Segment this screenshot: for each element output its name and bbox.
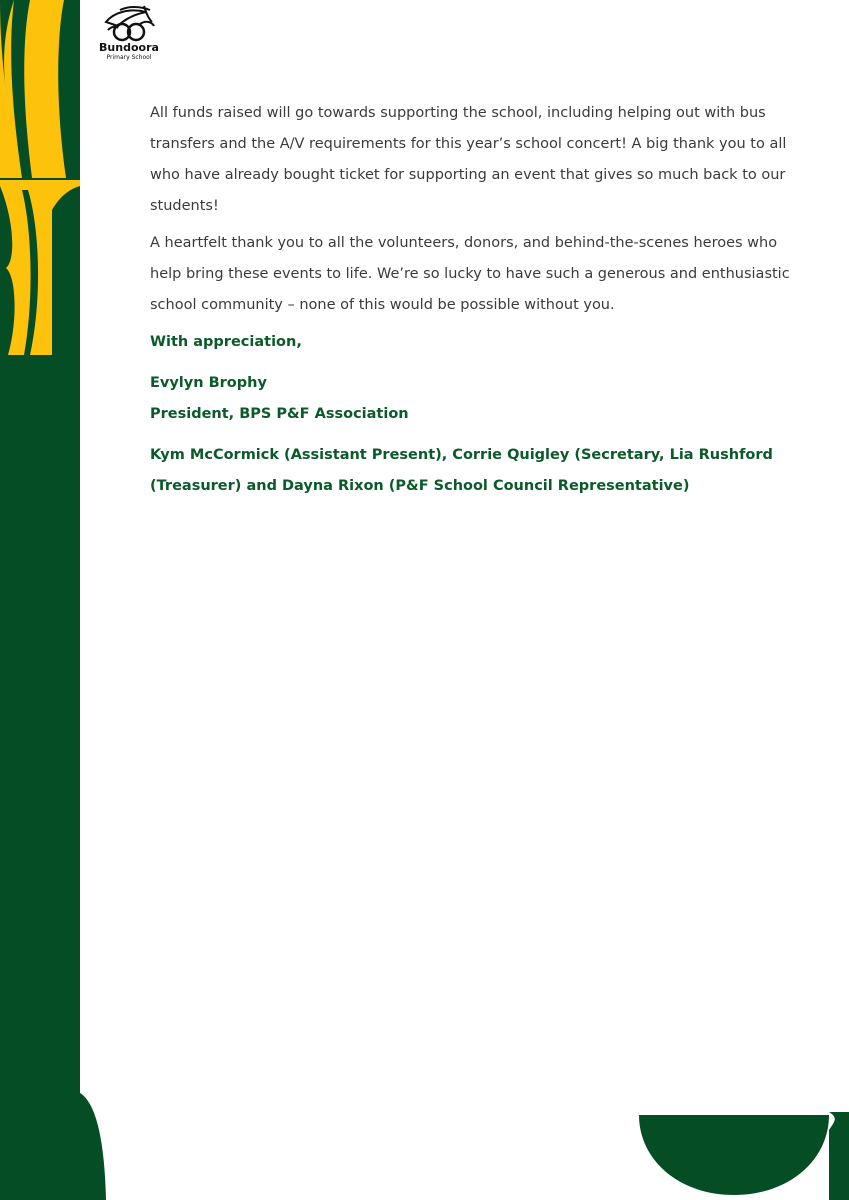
closing-line: With appreciation, (150, 334, 302, 350)
paragraph-thanks: A heartfelt thank you to all the volunteers, donors, and behind-the-scenes heroes who help bring these events to life. We’re so lucky to have such a generous and enthusiastic school community – none of this would be possible without you. (150, 235, 790, 313)
logo-name: Bundoora (99, 41, 159, 54)
side-decoration (0, 0, 80, 1200)
gumnut-leaf-icon (100, 4, 158, 44)
logo-subtitle: Primary School (106, 54, 152, 61)
school-logo (94, 4, 164, 68)
committee-members: Kym McCormick (Assistant Present), Corrie Quigley (Secretary, Lia Rushford (Treasurer) and Dayna Rixon (P&F School Council Representative) (150, 447, 773, 494)
bottom-right-decoration (629, 1100, 849, 1200)
paragraph-funds: All funds raised will go towards supporting the school, including helping out with bus transfers and the A/V requirements for this year’s school concert! A big thank you to all who have already bought ticket for supporting an event that gives so much back to our students! (150, 105, 787, 214)
signatory-title: President, BPS P&F Association (150, 406, 409, 422)
bottom-left-decoration (70, 1090, 110, 1200)
letter-body (150, 98, 790, 502)
signatory-name: Evylyn Brophy (150, 375, 267, 391)
